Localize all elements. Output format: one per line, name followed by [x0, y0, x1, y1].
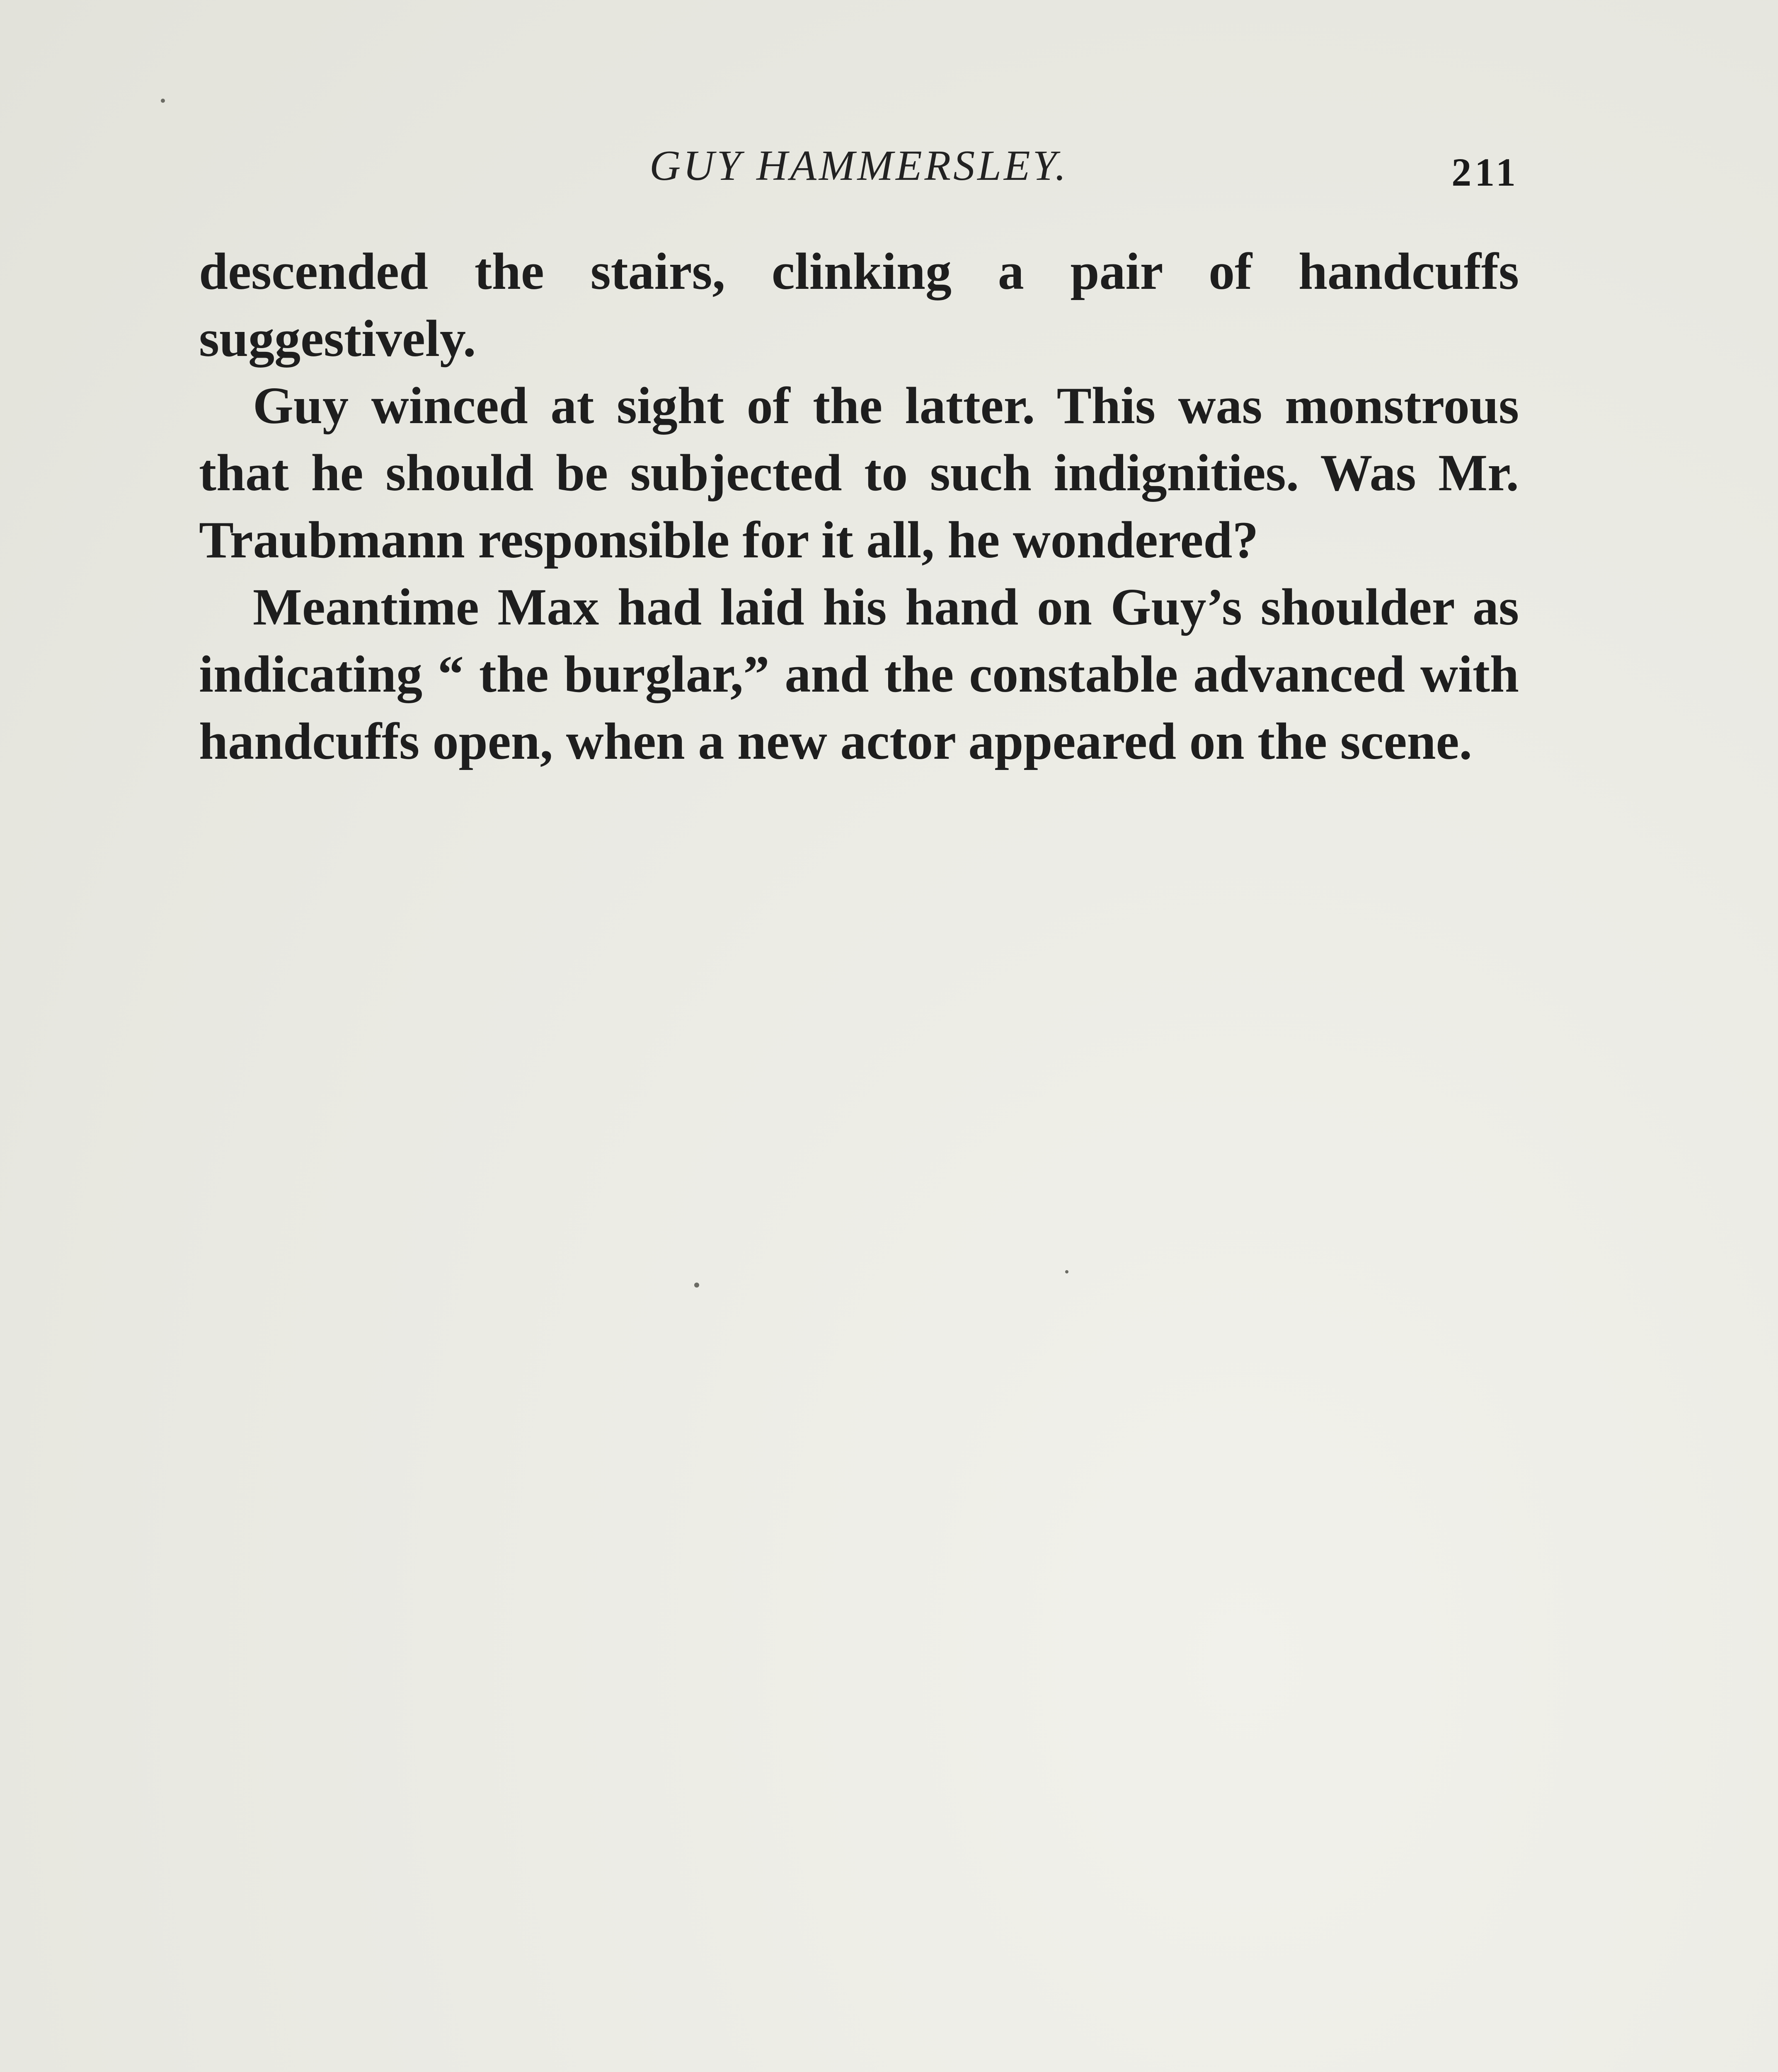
- paper-speck: [1065, 1270, 1068, 1273]
- running-head: [199, 133, 1519, 195]
- paragraph-2: Guy winced at sight of the latter. This was monstrous that he should be subjected to such indignities. Was Mr. Traubmann responsible for it all, he wondered?: [199, 377, 1519, 569]
- paper-speck: [161, 99, 165, 103]
- body-text: [199, 238, 1519, 775]
- paragraph-1: descended the stairs, clinking a pair of handcuffs suggestively.: [199, 243, 1519, 368]
- page-number: 211: [1451, 150, 1519, 194]
- paper-speck: [694, 1283, 699, 1288]
- paragraph-3: Meantime Max had laid his hand on Guy’s shoulder as indicating “ the burglar,” and the constable advanced with handcuffs open, when a new actor appeared on the scene.: [199, 579, 1519, 770]
- running-title: GUY HAMMERSLEY.: [649, 142, 1068, 189]
